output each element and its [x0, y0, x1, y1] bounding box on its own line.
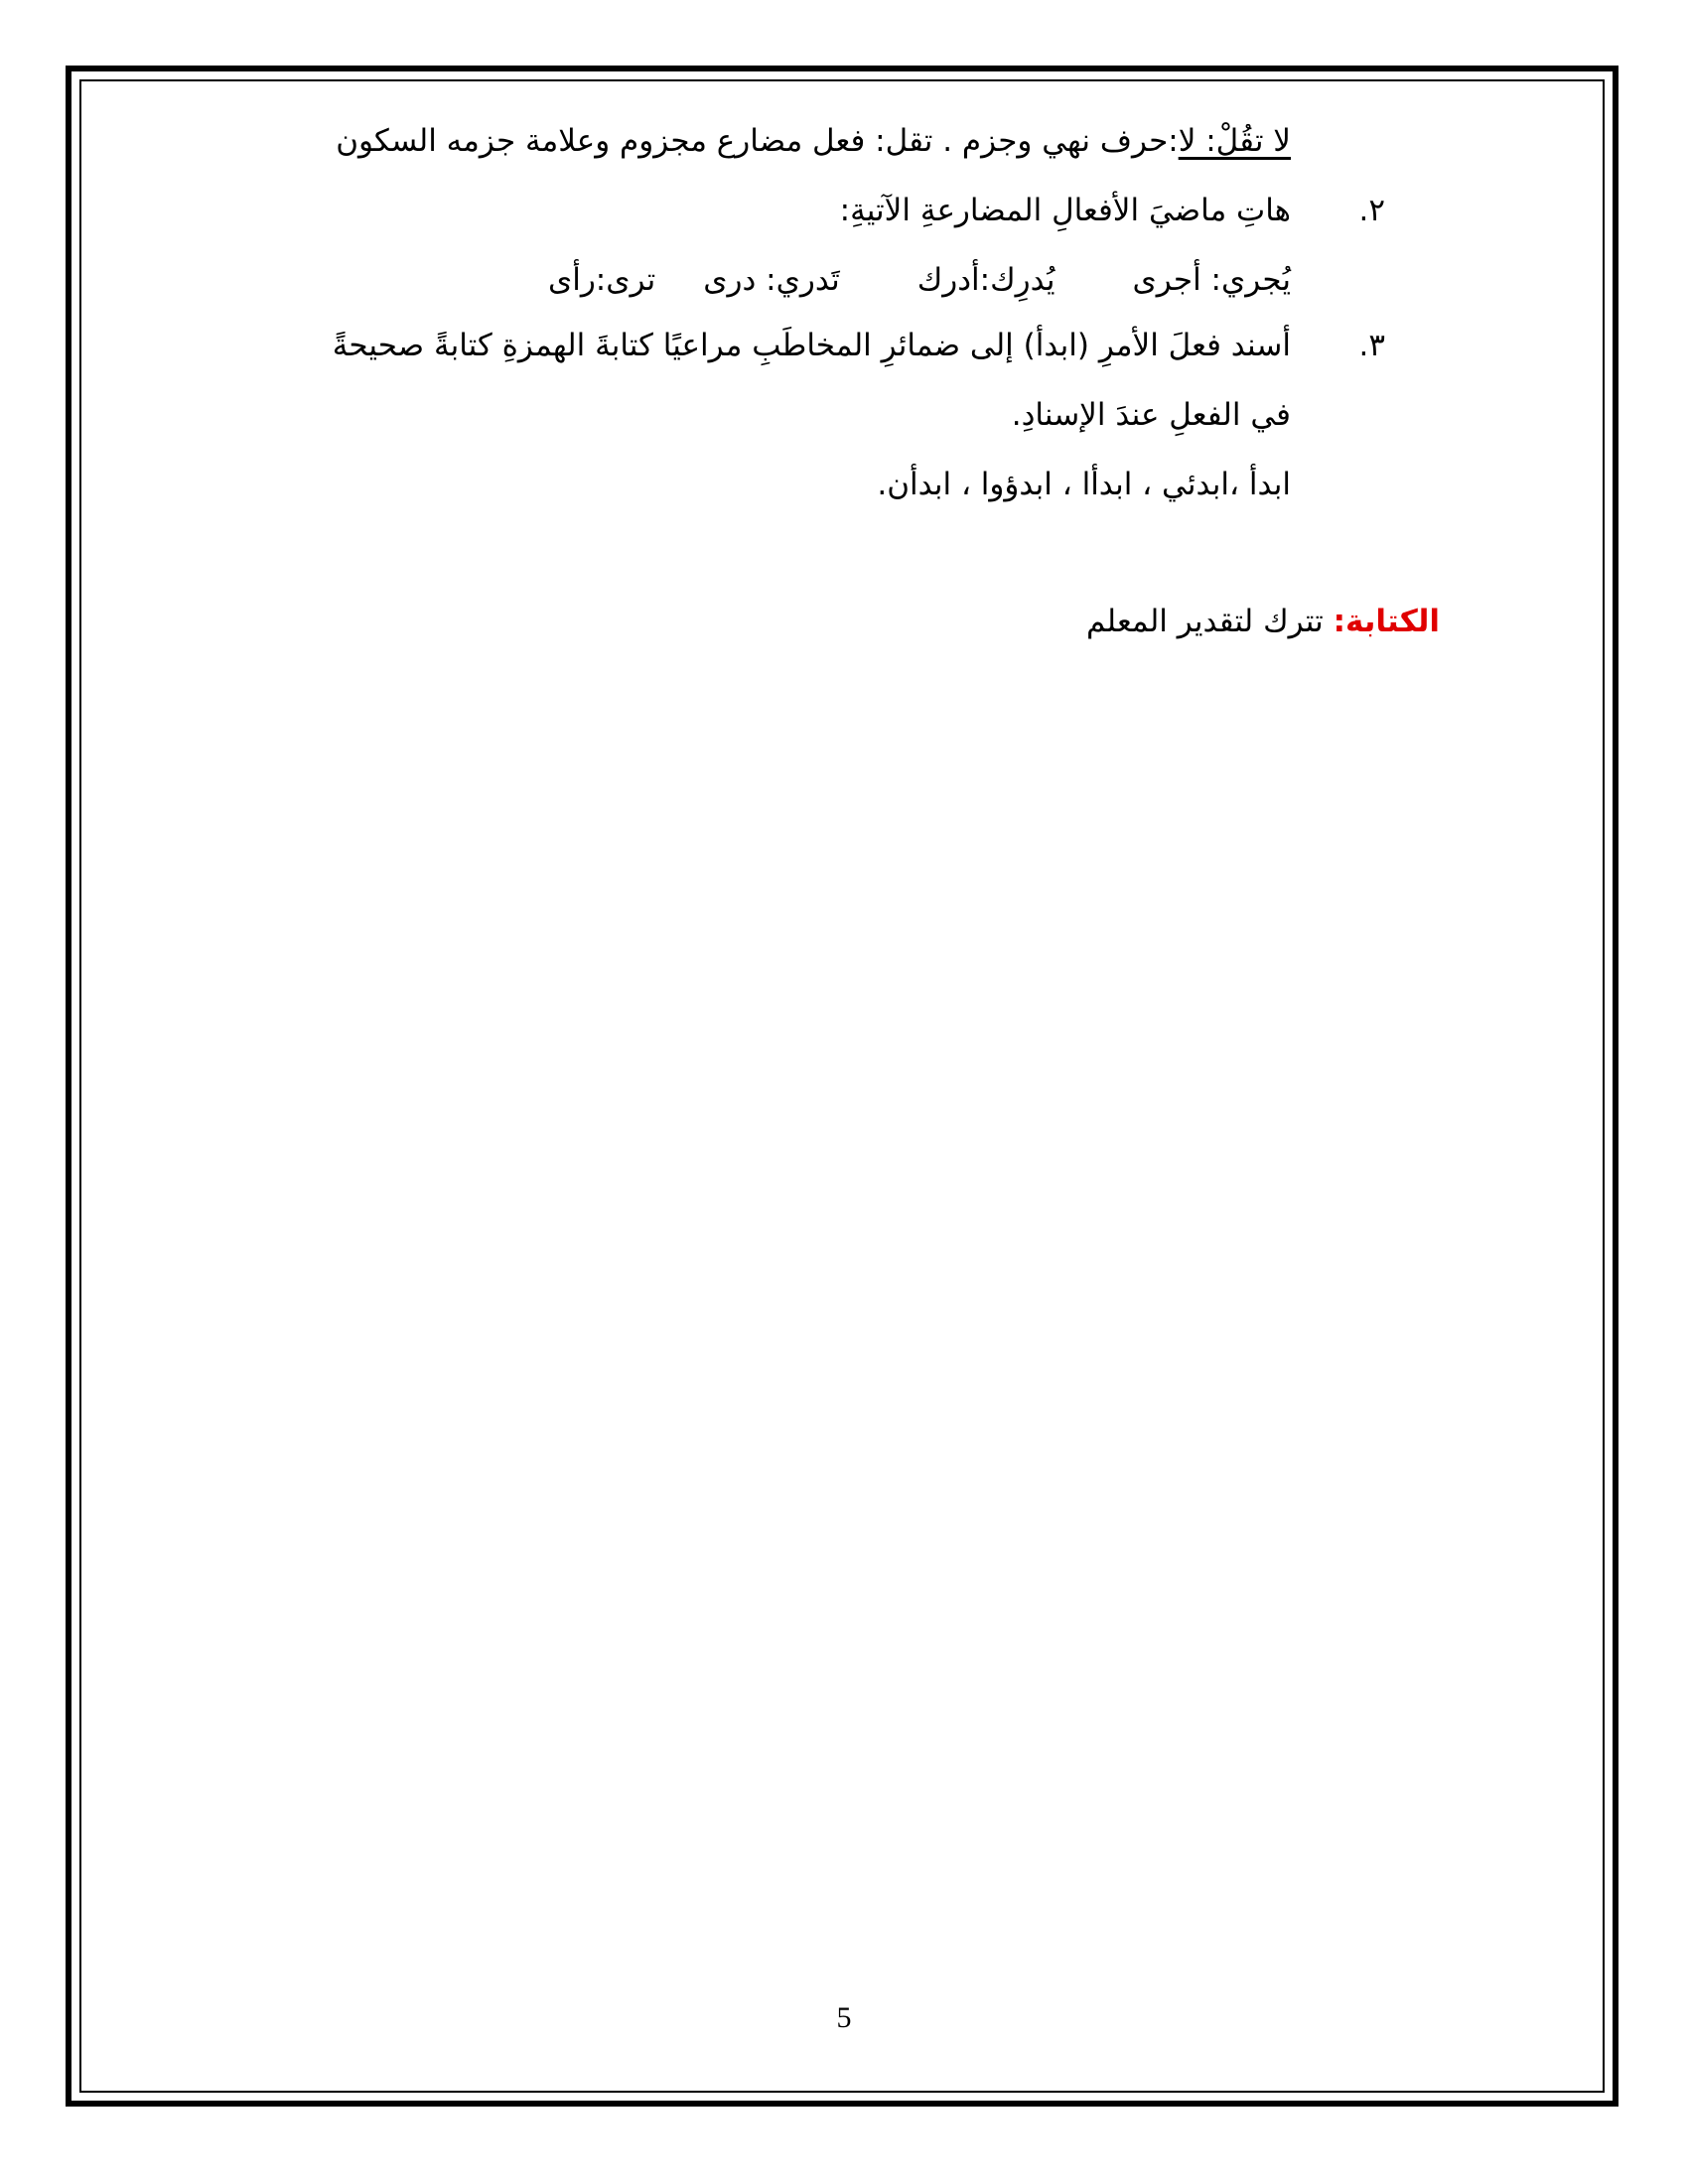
page-border [66, 66, 1618, 2107]
answer-3: تَدري: درى [703, 262, 840, 298]
item-3-question-line1: أسند فعلَ الأمرِ (ابدأ) إلى ضمائرِ المخاطَبِ مراعيًا كتابةَ الهمزةِ كتابةً صحيحةً [332, 328, 1291, 363]
note-underlined-prefix: لا تقُلْ: لا [1178, 123, 1291, 159]
answer-4: ترى:رأى [547, 262, 656, 298]
item-3-answer: ابدأ ،ابدئي ، ابدأا ، ابدؤوا ، ابدأن. [877, 467, 1291, 502]
item-2-number: ٢. [1358, 193, 1385, 228]
note-line [336, 121, 1291, 161]
item-2-answers [548, 260, 1291, 300]
note-rest: :حرف نهي وجزم . تقل: فعل مضارع مجزوم وعلامة جزمه السكون [336, 123, 1179, 159]
answer-2: يُدرِك:أدرك [916, 262, 1055, 298]
page-number: 5 [836, 2001, 852, 2034]
item-2-question: هاتِ ماضيَ الأفعالِ المضارعةِ الآتيةِ: [839, 193, 1291, 228]
item-3-number: ٣. [1358, 328, 1385, 363]
answer-1: يُجري: أجرى [1132, 262, 1291, 298]
item-3-question-line2: في الفعلِ عندَ الإسنادِ. [1011, 397, 1291, 433]
writing-line [1086, 602, 1440, 641]
writing-label: الكتابة: [1333, 604, 1440, 639]
page-border-inner [79, 79, 1605, 2093]
writing-text: تترك لتقدير المعلم [1086, 604, 1334, 639]
